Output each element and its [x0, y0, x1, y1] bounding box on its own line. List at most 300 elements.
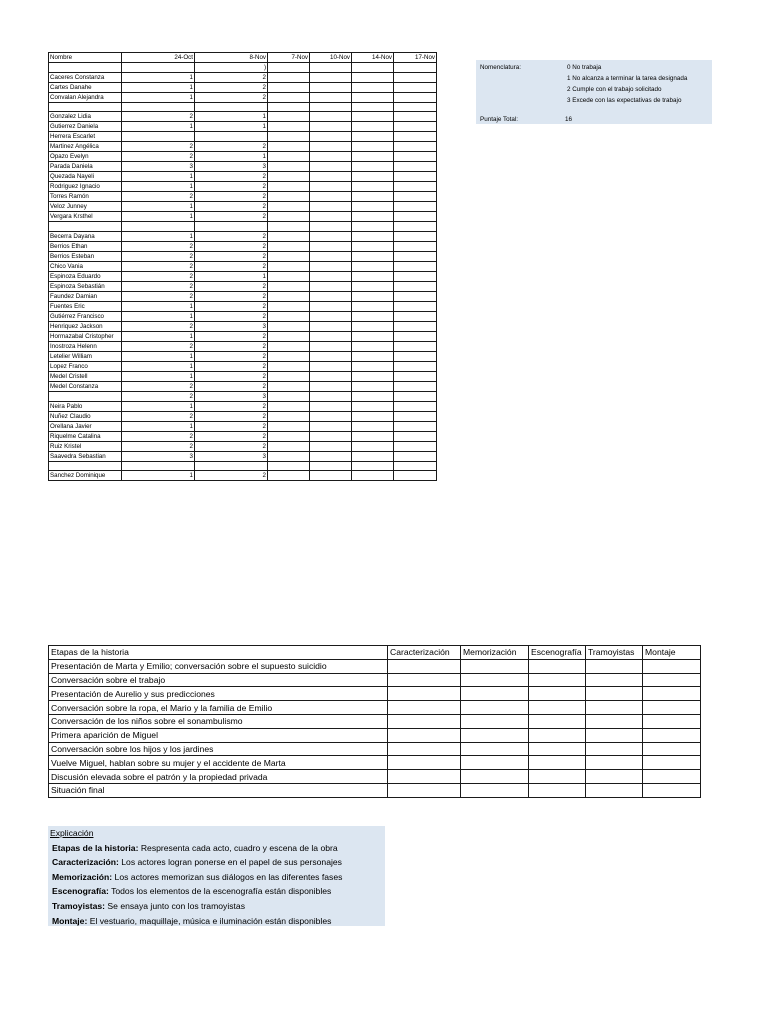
score-cell	[268, 391, 310, 401]
student-name-cell: Torres Ramón	[49, 192, 122, 202]
score-cell	[268, 73, 310, 83]
score-cell	[310, 202, 352, 212]
stage-rating-cell	[643, 714, 701, 728]
score-cell	[394, 301, 437, 311]
score-cell	[352, 471, 394, 481]
stage-rating-cell	[643, 756, 701, 770]
student-name-cell: Medel Constanza	[49, 381, 122, 391]
grid-header-cell: 10-Nov	[310, 53, 352, 63]
score-cell: 2	[195, 251, 268, 261]
score-cell	[268, 103, 310, 112]
score-cell	[394, 381, 437, 391]
score-cell	[310, 301, 352, 311]
stage-rating-cell	[461, 659, 529, 673]
grid-header-cell: 24-Oct	[122, 53, 195, 63]
score-cell	[310, 441, 352, 451]
stages-header-row	[49, 646, 701, 660]
stage-row	[49, 673, 701, 687]
score-cell: 2	[122, 281, 195, 291]
grid-row	[49, 271, 437, 281]
stages-header-cell: Tramoyistas	[586, 646, 643, 660]
stage-rating-cell	[461, 770, 529, 784]
grid-row	[49, 231, 437, 241]
grid-row	[49, 301, 437, 311]
score-cell	[394, 371, 437, 381]
score-cell	[352, 391, 394, 401]
score-cell	[352, 261, 394, 271]
grid-row	[49, 83, 437, 93]
explanation-term: Caracterización:	[52, 857, 119, 868]
score-cell	[310, 162, 352, 172]
grid-header-cell: 8-Nov	[195, 53, 268, 63]
score-cell	[268, 182, 310, 192]
stage-rating-cell	[388, 756, 461, 770]
explanation-term: Tramoyistas:	[52, 900, 106, 911]
score-cell: 1	[195, 271, 268, 281]
stage-row	[49, 687, 701, 701]
score-cell	[352, 152, 394, 162]
score-cell: 2	[195, 202, 268, 212]
explanation-text: Los actores logran ponerse en el papel de sus personajes	[118, 857, 342, 868]
legend-item-0: 0 No trabaja	[567, 64, 602, 71]
student-name-cell: Orellana Javier	[49, 421, 122, 431]
score-cell: 2	[122, 411, 195, 421]
score-cell: 2	[122, 381, 195, 391]
score-cell	[352, 231, 394, 241]
score-cell	[394, 152, 437, 162]
student-name-cell: Espinoza Sebastián	[49, 281, 122, 291]
explanation-term: Escenografía:	[52, 886, 109, 897]
score-cell: 2	[195, 431, 268, 441]
score-cell	[352, 122, 394, 132]
score-cell	[352, 222, 394, 231]
total-score-label: Puntaje Total:	[480, 116, 519, 123]
stage-rating-cell	[461, 756, 529, 770]
legend-item-1: 1 No alcanza a terminar la tarea designada	[567, 75, 688, 82]
student-name-cell: Veloz Junney	[49, 202, 122, 212]
score-cell	[352, 341, 394, 351]
score-cell	[268, 241, 310, 251]
score-cell: 2	[122, 241, 195, 251]
score-cell	[352, 461, 394, 470]
score-cell: 2	[195, 441, 268, 451]
score-cell	[268, 441, 310, 451]
student-name-cell	[49, 461, 122, 470]
stage-rating-cell	[586, 783, 643, 797]
score-cell	[352, 441, 394, 451]
score-cell	[310, 341, 352, 351]
score-cell: 2	[122, 192, 195, 202]
student-name-cell: Parada Daniela	[49, 162, 122, 172]
score-cell	[122, 132, 195, 142]
score-cell	[394, 103, 437, 112]
score-cell	[310, 222, 352, 231]
score-cell	[394, 162, 437, 172]
score-cell	[310, 122, 352, 132]
score-cell	[394, 222, 437, 231]
score-cell: 1	[122, 93, 195, 103]
grid-row	[49, 341, 437, 351]
score-cell	[352, 251, 394, 261]
score-cell	[268, 152, 310, 162]
student-name-cell: Neira Pablo	[49, 401, 122, 411]
stage-rating-cell	[388, 783, 461, 797]
score-cell: 2	[195, 93, 268, 103]
score-cell	[394, 311, 437, 321]
score-cell	[268, 331, 310, 341]
stage-rating-cell	[586, 742, 643, 756]
score-cell: 1	[122, 361, 195, 371]
student-name-cell: Espinoza Eduardo	[49, 271, 122, 281]
explanation-text: Todos los elementos de la escenografía están disponibles	[108, 886, 332, 897]
stage-row	[49, 714, 701, 728]
score-cell: 1	[122, 401, 195, 411]
nomenclature-label: Nomenclatura:	[480, 64, 521, 71]
stage-rating-cell	[529, 783, 586, 797]
score-cell: 2	[195, 421, 268, 431]
score-cell	[394, 231, 437, 241]
score-cell	[195, 132, 268, 142]
stages-header-cell: Etapas de la historia	[49, 646, 388, 660]
score-cell: 1	[195, 112, 268, 122]
score-cell: 1	[122, 311, 195, 321]
score-cell: 2	[195, 381, 268, 391]
student-name-cell: Gutierrez Daniela	[49, 122, 122, 132]
score-cell: 1	[122, 301, 195, 311]
score-cell	[352, 212, 394, 222]
stage-row	[49, 659, 701, 673]
score-cell	[394, 261, 437, 271]
score-cell	[352, 361, 394, 371]
stage-rating-cell	[529, 770, 586, 784]
score-cell	[268, 261, 310, 271]
stage-rating-cell	[529, 756, 586, 770]
explanation-line	[50, 841, 385, 856]
score-cell: 2	[195, 331, 268, 341]
stages-header-cell: Escenografía	[529, 646, 586, 660]
score-cell	[268, 281, 310, 291]
score-cell	[352, 93, 394, 103]
score-cell	[268, 231, 310, 241]
explanation-line	[50, 884, 385, 899]
grid-row	[49, 331, 437, 341]
score-cell	[352, 331, 394, 341]
student-name-cell: Berrios Esteban	[49, 251, 122, 261]
score-cell	[352, 142, 394, 152]
student-name-cell: Faundez Damian	[49, 291, 122, 301]
score-cell	[310, 192, 352, 202]
grid-header-cell: Nombre	[49, 53, 122, 63]
score-cell: 2	[195, 371, 268, 381]
stage-rating-cell	[643, 659, 701, 673]
score-cell	[394, 351, 437, 361]
stage-row	[49, 728, 701, 742]
grid-row	[49, 451, 437, 461]
student-name-cell: Martinez Angélica	[49, 142, 122, 152]
score-cell	[394, 421, 437, 431]
explanation-text: Se ensaya junto con los tramoyistas	[105, 900, 245, 911]
score-cell	[394, 83, 437, 93]
score-cell: 3	[195, 391, 268, 401]
score-cell: 3	[122, 451, 195, 461]
student-name-cell: Berrios Ethan	[49, 241, 122, 251]
grid-row	[49, 401, 437, 411]
score-cell: 1	[122, 182, 195, 192]
grid-row	[49, 93, 437, 103]
attendance-grid	[48, 52, 437, 481]
score-cell	[268, 381, 310, 391]
score-cell	[268, 411, 310, 421]
score-cell: 2	[122, 112, 195, 122]
score-cell	[310, 461, 352, 470]
score-cell	[352, 371, 394, 381]
score-cell	[352, 103, 394, 112]
student-name-cell: Medel Cristell	[49, 371, 122, 381]
grid-row	[49, 241, 437, 251]
score-cell	[394, 93, 437, 103]
score-cell: 2	[195, 311, 268, 321]
score-cell	[268, 371, 310, 381]
score-cell: 3	[195, 162, 268, 172]
score-cell	[268, 202, 310, 212]
score-cell	[310, 231, 352, 241]
score-cell	[268, 291, 310, 301]
stage-rating-cell	[461, 783, 529, 797]
stage-row	[49, 756, 701, 770]
score-cell	[268, 271, 310, 281]
score-cell	[310, 391, 352, 401]
score-cell	[394, 132, 437, 142]
score-cell	[268, 401, 310, 411]
score-cell: 1	[122, 331, 195, 341]
student-name-cell: Nuñez Claudio	[49, 411, 122, 421]
stage-rating-cell	[388, 714, 461, 728]
stage-row	[49, 783, 701, 797]
score-cell	[268, 361, 310, 371]
score-cell	[394, 73, 437, 83]
score-cell	[310, 381, 352, 391]
student-name-cell: Vergara Krsthel	[49, 212, 122, 222]
score-cell	[310, 281, 352, 291]
score-cell	[195, 222, 268, 231]
grid-row	[49, 182, 437, 192]
explanation-text: Respresenta cada acto, cuadro y escena de la obra	[138, 842, 338, 853]
grid-row	[49, 251, 437, 261]
stage-rating-cell	[586, 756, 643, 770]
score-cell	[394, 341, 437, 351]
stage-rating-cell	[529, 728, 586, 742]
student-name-cell: Ruiz Kristel	[49, 441, 122, 451]
score-cell: 2	[195, 83, 268, 93]
score-cell	[352, 112, 394, 122]
student-name-cell	[49, 63, 122, 73]
score-cell: 1	[122, 83, 195, 93]
score-cell	[310, 271, 352, 281]
score-cell	[352, 351, 394, 361]
grid-row	[49, 172, 437, 182]
score-cell	[268, 222, 310, 231]
score-cell: 2	[195, 212, 268, 222]
stage-rating-cell	[643, 728, 701, 742]
stage-name-cell: Presentación de Marta y Emilio; conversación sobre el supuesto suicidio	[49, 659, 388, 673]
student-name-cell: Hormazabal Cristopher	[49, 331, 122, 341]
score-cell	[352, 132, 394, 142]
score-cell	[268, 172, 310, 182]
score-cell: 2	[122, 341, 195, 351]
explanation-text: Los actores memorizan sus diálogos en las diferentes fases	[112, 871, 343, 882]
grid-row	[49, 381, 437, 391]
student-name-cell: Rodriguez Ignacio	[49, 182, 122, 192]
score-cell	[394, 441, 437, 451]
score-cell	[394, 331, 437, 341]
score-cell	[122, 222, 195, 231]
student-name-cell: Chico Vania	[49, 261, 122, 271]
score-cell: 2	[195, 231, 268, 241]
score-cell: 2	[122, 261, 195, 271]
total-score-value: 16	[565, 116, 573, 123]
score-cell: 2	[122, 142, 195, 152]
explanation-term: Memorización:	[52, 871, 113, 882]
score-cell	[352, 421, 394, 431]
student-name-cell: Becerra Dayana	[49, 231, 122, 241]
score-cell	[122, 461, 195, 470]
score-cell	[268, 142, 310, 152]
stage-row	[49, 701, 701, 715]
score-cell: 2	[195, 361, 268, 371]
stage-rating-cell	[586, 687, 643, 701]
score-cell	[352, 291, 394, 301]
score-cell	[394, 431, 437, 441]
grid-row	[49, 192, 437, 202]
score-cell: 1	[122, 371, 195, 381]
student-name-cell	[49, 391, 122, 401]
score-cell	[268, 83, 310, 93]
score-cell: )	[195, 63, 268, 73]
stages-header-cell: Caracterización	[388, 646, 461, 660]
score-cell	[310, 291, 352, 301]
score-cell	[268, 212, 310, 222]
score-cell	[310, 73, 352, 83]
explanation-line	[50, 899, 385, 914]
score-cell	[268, 471, 310, 481]
score-cell	[394, 401, 437, 411]
student-name-cell: Convalan Alejandra	[49, 93, 122, 103]
score-cell	[394, 212, 437, 222]
score-cell	[310, 63, 352, 73]
grid-row	[49, 391, 437, 401]
score-cell	[394, 202, 437, 212]
score-cell	[394, 461, 437, 470]
grid-row	[49, 431, 437, 441]
stage-name-cell: Conversación de los niños sobre el sonambulismo	[49, 714, 388, 728]
score-cell: 2	[122, 251, 195, 261]
student-name-cell: Quezada Nayeli	[49, 172, 122, 182]
story-stages-table	[48, 645, 701, 798]
stages-header-cell: Memorización	[461, 646, 529, 660]
score-cell: 3	[195, 321, 268, 331]
grid-row	[49, 421, 437, 431]
stage-rating-cell	[388, 728, 461, 742]
score-cell	[310, 172, 352, 182]
score-cell	[268, 132, 310, 142]
score-cell	[310, 212, 352, 222]
student-name-cell	[49, 222, 122, 231]
stage-rating-cell	[388, 701, 461, 715]
stage-rating-cell	[529, 714, 586, 728]
score-cell: 2	[195, 261, 268, 271]
score-cell	[310, 371, 352, 381]
score-cell: 3	[195, 451, 268, 461]
score-cell	[195, 461, 268, 470]
score-cell	[310, 112, 352, 122]
score-cell	[122, 63, 195, 73]
grid-row	[49, 112, 437, 122]
score-cell	[394, 411, 437, 421]
grid-row	[49, 441, 437, 451]
grid-row	[49, 152, 437, 162]
student-name-cell: Gutiérrez Francisco	[49, 311, 122, 321]
score-cell	[268, 311, 310, 321]
score-cell	[268, 301, 310, 311]
grid-header-cell: 7-Nov	[268, 53, 310, 63]
score-cell: 2	[122, 321, 195, 331]
stage-rating-cell	[388, 659, 461, 673]
score-cell	[352, 192, 394, 202]
score-cell	[394, 361, 437, 371]
score-cell	[310, 421, 352, 431]
score-cell	[268, 321, 310, 331]
stage-name-cell: Presentación de Aurelio y sus predicciones	[49, 687, 388, 701]
score-cell: 1	[122, 231, 195, 241]
score-cell	[352, 182, 394, 192]
stage-rating-cell	[461, 714, 529, 728]
stage-rating-cell	[643, 673, 701, 687]
stage-rating-cell	[529, 687, 586, 701]
grid-row	[49, 281, 437, 291]
grid-row	[49, 261, 437, 271]
explanation-line	[50, 855, 385, 870]
grid-row	[49, 291, 437, 301]
score-cell	[310, 411, 352, 421]
score-cell: 2	[195, 192, 268, 202]
grid-row	[49, 162, 437, 172]
grid-row	[49, 471, 437, 481]
score-cell	[394, 391, 437, 401]
score-cell	[352, 411, 394, 421]
score-cell: 1	[195, 122, 268, 132]
score-cell	[310, 451, 352, 461]
stage-name-cell: Conversación sobre los hijos y los jardines	[49, 742, 388, 756]
student-name-cell: Inostroza Helenn	[49, 341, 122, 351]
score-cell	[310, 401, 352, 411]
stage-rating-cell	[643, 783, 701, 797]
stage-rating-cell	[461, 673, 529, 687]
score-cell	[394, 271, 437, 281]
score-cell	[394, 172, 437, 182]
explanation-term: Etapas de la historia:	[52, 842, 139, 853]
score-cell	[352, 311, 394, 321]
score-cell: 2	[122, 271, 195, 281]
score-cell	[310, 351, 352, 361]
student-name-cell: Saavedra Sebastian	[49, 451, 122, 461]
score-cell: 2	[195, 281, 268, 291]
stage-rating-cell	[529, 659, 586, 673]
explanation-title: Explicación	[50, 828, 94, 838]
score-cell	[394, 471, 437, 481]
score-cell	[268, 431, 310, 441]
grid-row	[49, 321, 437, 331]
score-cell	[394, 281, 437, 291]
